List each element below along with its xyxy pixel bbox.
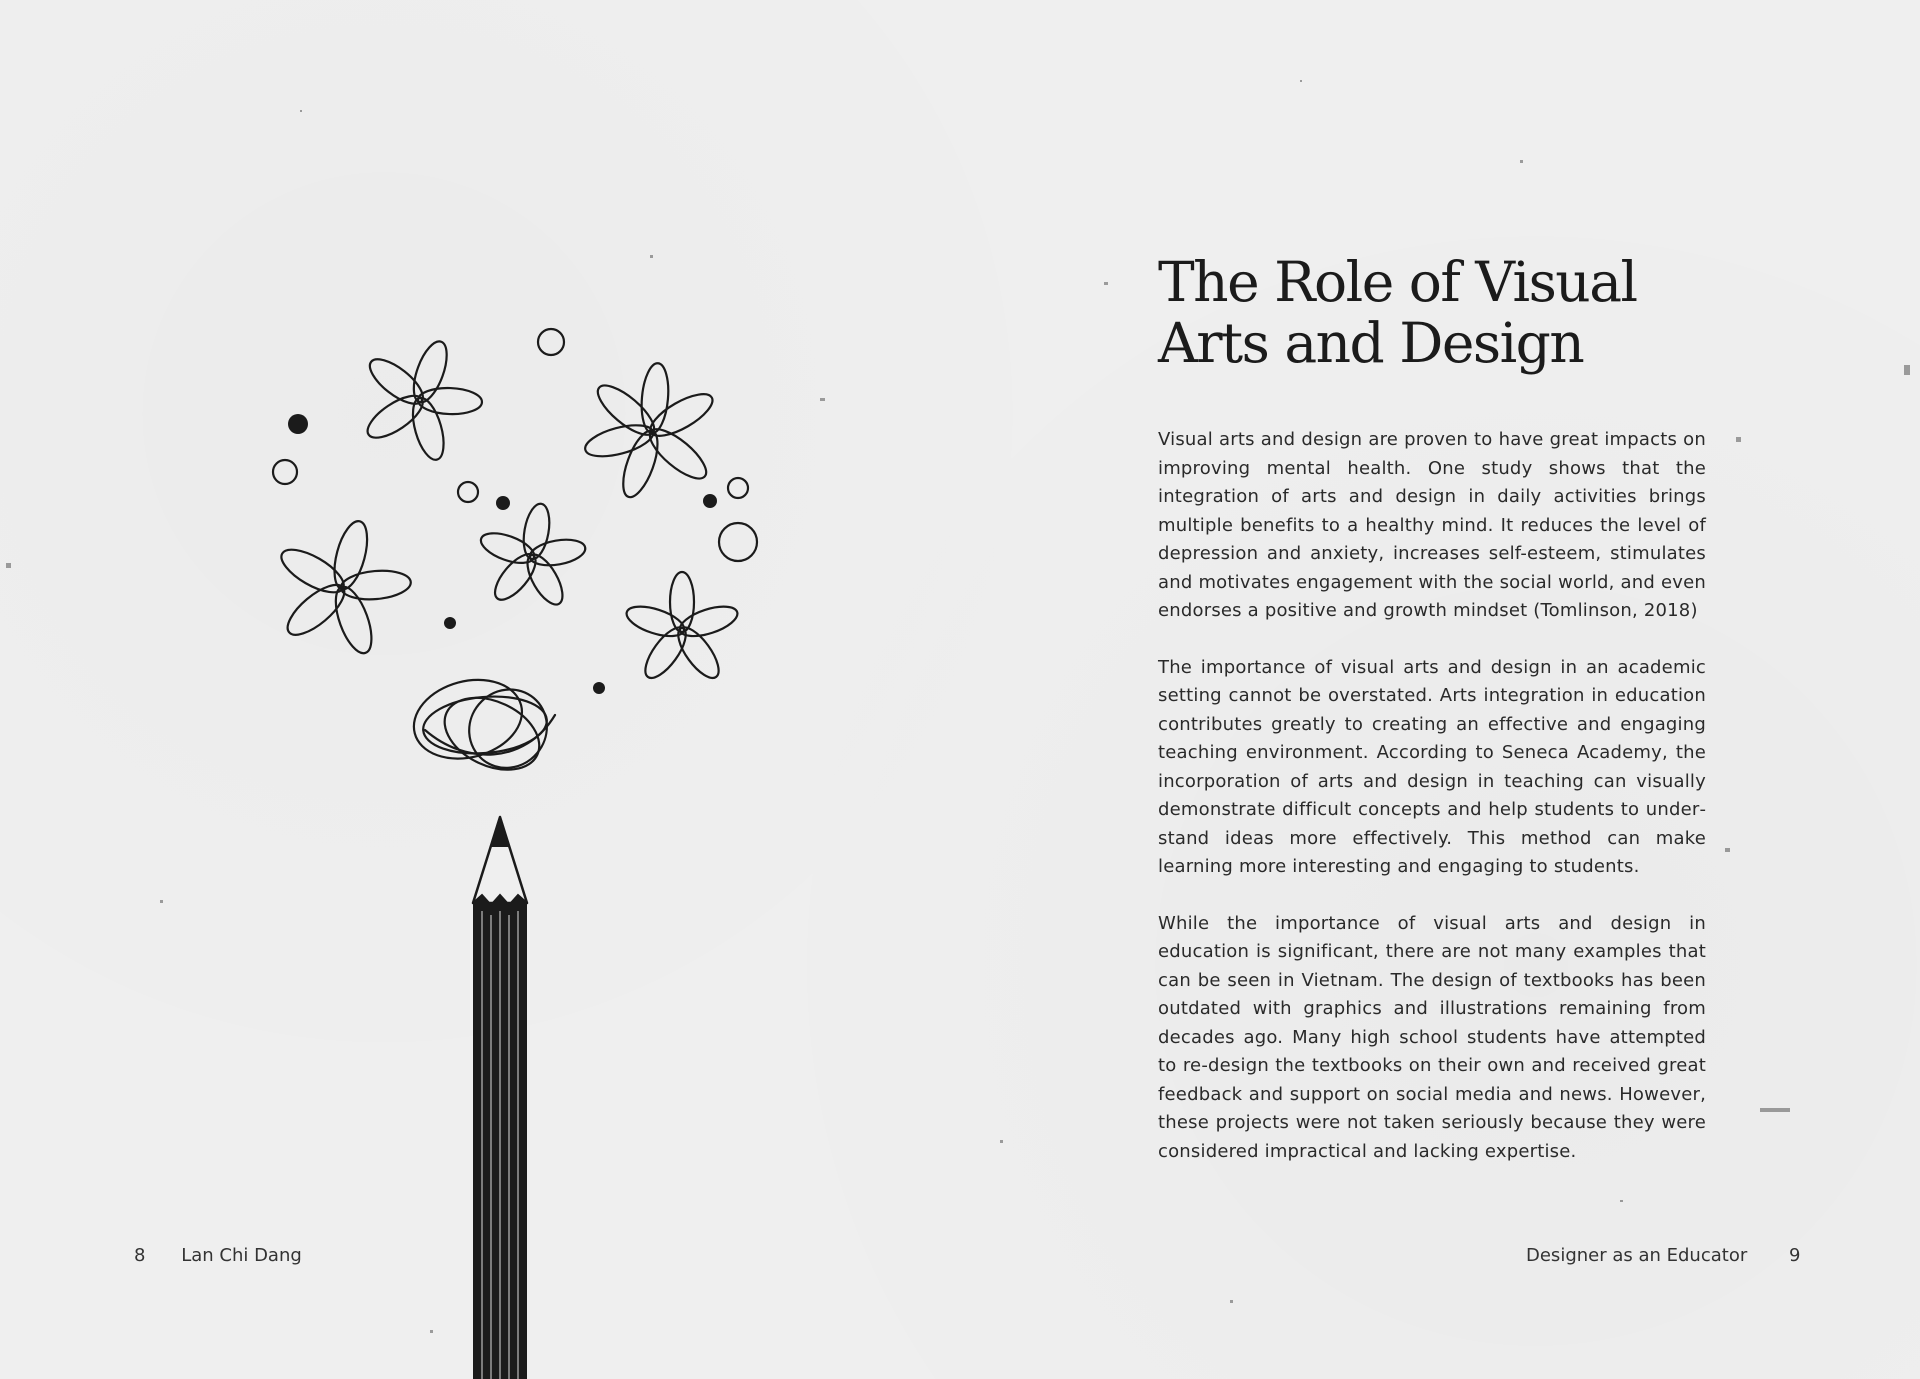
scribble-icon xyxy=(405,668,563,784)
author-name: Lan Chi Dang xyxy=(181,1245,302,1266)
page-number-left: 8 xyxy=(134,1245,146,1266)
paragraph: While the importance of visual arts and design in education is significant, there are not many examples that can be seen in Vietnam. The design of textbooks has been outdated with graphics and illustrations remaining from decades ago. Many high school students have attempted to re-design the textbooks on their own and received great feedback and support on social media and news. However, these projects were not taken seriously because they were considered impractical and lacking expertise. xyxy=(1158,912,1706,1162)
flower-doodle-icon xyxy=(361,337,482,463)
page-number-right: 9 xyxy=(1788,1245,1801,1266)
section-title: Designer as an Educator xyxy=(1526,1245,1748,1266)
body-text xyxy=(1158,426,1706,1194)
flower-doodle-icon xyxy=(477,502,587,610)
paragraph: Visual arts and design are proven to have great impacts on improving mental health. One study shows that the integration of arts and design in daily activities brings multiple benefits to a healthy mind. It reduces the level of depression and anxiety, increases self-esteem, stimulates and motivates engagement with the social world, and even endorses a positive and growth mindset (Tomlinson, 2018) xyxy=(1158,429,1706,621)
footer-left xyxy=(134,1245,302,1266)
flower-doodle-icon xyxy=(582,362,718,501)
flower-illustration xyxy=(250,320,810,820)
footer-right xyxy=(1526,1245,1800,1266)
flower-doodle-icon xyxy=(623,572,741,684)
pencil-icon xyxy=(470,815,530,1379)
flower-doodle-icon xyxy=(275,518,412,658)
page-title: The Role of Visual Arts and Design xyxy=(1158,250,1637,375)
paragraph: The importance of visual arts and design in an academic setting cannot be overstated. Arts integration in education contributes greatly to creating an effective and engaging teaching environment. According to Seneca Academy, the incorporation of arts and design in teaching can visually demonstrate difficult concepts and help students to understand ideas more effectively. This method can make learning more interesting and engaging to students. xyxy=(1158,656,1706,877)
